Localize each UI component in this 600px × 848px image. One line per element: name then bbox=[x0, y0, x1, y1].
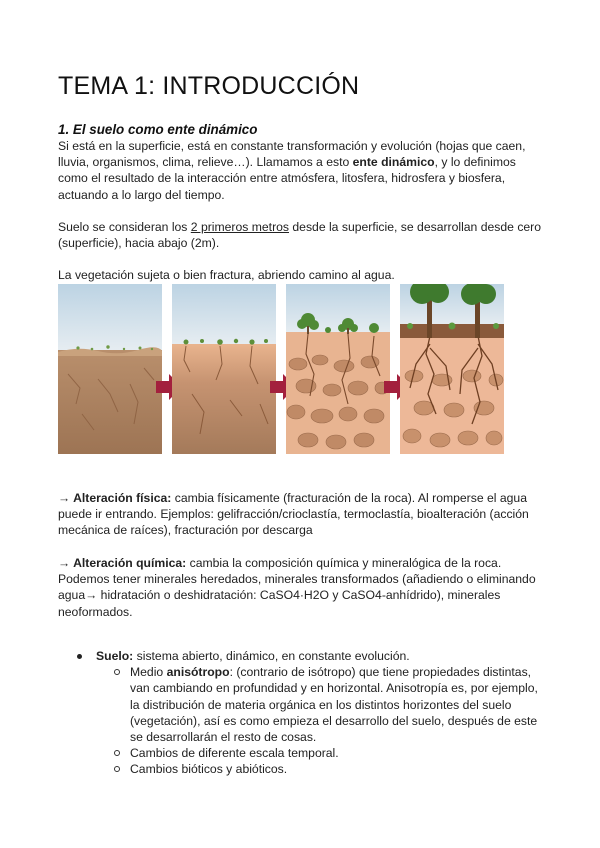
p1-line1: Si está en la superficie, está en constante transformación y evolución (hojas que caen, bbox=[58, 139, 526, 153]
alteracion-fisica-label: → Alteración física: bbox=[58, 491, 172, 505]
soil-panel-1 bbox=[58, 284, 162, 454]
paragraph-2 bbox=[58, 219, 541, 251]
suelo-text: sistema abierto, dinámico, en constante evolución. bbox=[133, 649, 410, 663]
p1-line4: actuando a lo largo del tiempo. bbox=[58, 187, 225, 202]
sub-bullet-escala bbox=[58, 745, 548, 761]
aq-line1 bbox=[58, 555, 536, 571]
sub1-line2: van cambiando en profundidad y en horizontal. Anisotropía es, por ejemplo, bbox=[130, 681, 538, 696]
p1-line2 bbox=[58, 154, 525, 170]
af-line1 bbox=[58, 490, 529, 506]
alteracion-quimica-label: → Alteración química: bbox=[58, 556, 187, 570]
bullet-dot-icon bbox=[77, 654, 82, 659]
p2-line2: (superficie), hacia abajo (2m). bbox=[58, 236, 220, 251]
alteracion-fisica-paragraph bbox=[58, 490, 529, 539]
p2-text-end: desde la superficie, se desarrollan desde cero bbox=[289, 220, 542, 234]
soil-development-illustration bbox=[58, 284, 518, 454]
sub1-line3: la distribución de materia orgánica en los distintos horizontes del suelo bbox=[130, 697, 512, 712]
sub1-line4: (vegetación), así es como empieza el desarrollo del suelo, después de este bbox=[130, 713, 538, 728]
sub3-text: Cambios bióticos y abióticos. bbox=[130, 762, 288, 777]
aq-line1-text: cambia la composición química y mineralógica de la roca. bbox=[186, 556, 502, 570]
p1-line2-text-end: , y lo definimos bbox=[434, 155, 516, 170]
p2-line1 bbox=[58, 219, 541, 235]
sub1-text: Medio bbox=[130, 665, 167, 680]
sub-bullet-anisotropo bbox=[58, 664, 548, 745]
aq-line3: agua→ hidratación o deshidratación: CaSO4·H2O y CaSO4-anhídrido), minerales bbox=[58, 588, 501, 603]
alteracion-quimica-paragraph bbox=[58, 555, 536, 620]
soil-panel-4 bbox=[400, 284, 504, 454]
circle-bullet-icon bbox=[114, 750, 120, 756]
dos-metros-underline: 2 primeros metros bbox=[190, 220, 289, 234]
sub1-line1 bbox=[130, 664, 548, 680]
sub2-text: Cambios de diferente escala temporal. bbox=[130, 746, 339, 761]
p1-line2-text: lluvia, organismos, clima, relieve…). Llamamos a esto bbox=[58, 155, 353, 170]
paragraph-3: La vegetación sujeta o bien fractura, abriendo camino al agua. bbox=[58, 268, 395, 282]
af-line3: mecánica de raíces), fracturación por descarga bbox=[58, 523, 313, 538]
ente-dinamico-bold: ente dinámico bbox=[352, 155, 435, 170]
page-title: TEMA 1: INTRODUCCIÓN bbox=[58, 72, 360, 100]
p2-text: Suelo se consideran los bbox=[58, 220, 191, 234]
soil-panel-2 bbox=[172, 284, 276, 454]
af-line2: puede ir entrando. Ejemplos: gelifracción/crioclastía, termoclastía, bioalteración (acción bbox=[58, 507, 529, 522]
bullet-suelo bbox=[58, 648, 548, 664]
sub1-text-end: : (contrario de isótropo) que tiene propiedades distintas, bbox=[229, 665, 532, 680]
circle-bullet-icon bbox=[114, 669, 120, 675]
af-line1-text: cambia físicamente (fracturación de la roca). Al romperse el agua bbox=[171, 491, 527, 505]
p1-line3: como el resultado de la interacción entre atmósfera, litosfera, hidrosfera y biosfera, bbox=[58, 171, 506, 186]
circle-bullet-icon bbox=[114, 766, 120, 772]
suelo-label: Suelo: bbox=[96, 649, 134, 663]
soil-panel-3 bbox=[286, 284, 390, 454]
aq-line4: neoformados. bbox=[58, 604, 133, 619]
aq-line2: Podemos tener minerales heredados, minerales transformados (añadiendo o eliminando bbox=[58, 572, 536, 587]
sub1-line5: se desarrollarán el resto de cosas. bbox=[130, 730, 317, 745]
section-heading: 1. El suelo como ente dinámico bbox=[58, 122, 258, 137]
paragraph-1 bbox=[58, 138, 525, 203]
bullet-list bbox=[58, 648, 548, 778]
anisotropo-bold: anisótropo bbox=[166, 665, 230, 680]
sub-bullet-bioticos bbox=[58, 761, 548, 777]
